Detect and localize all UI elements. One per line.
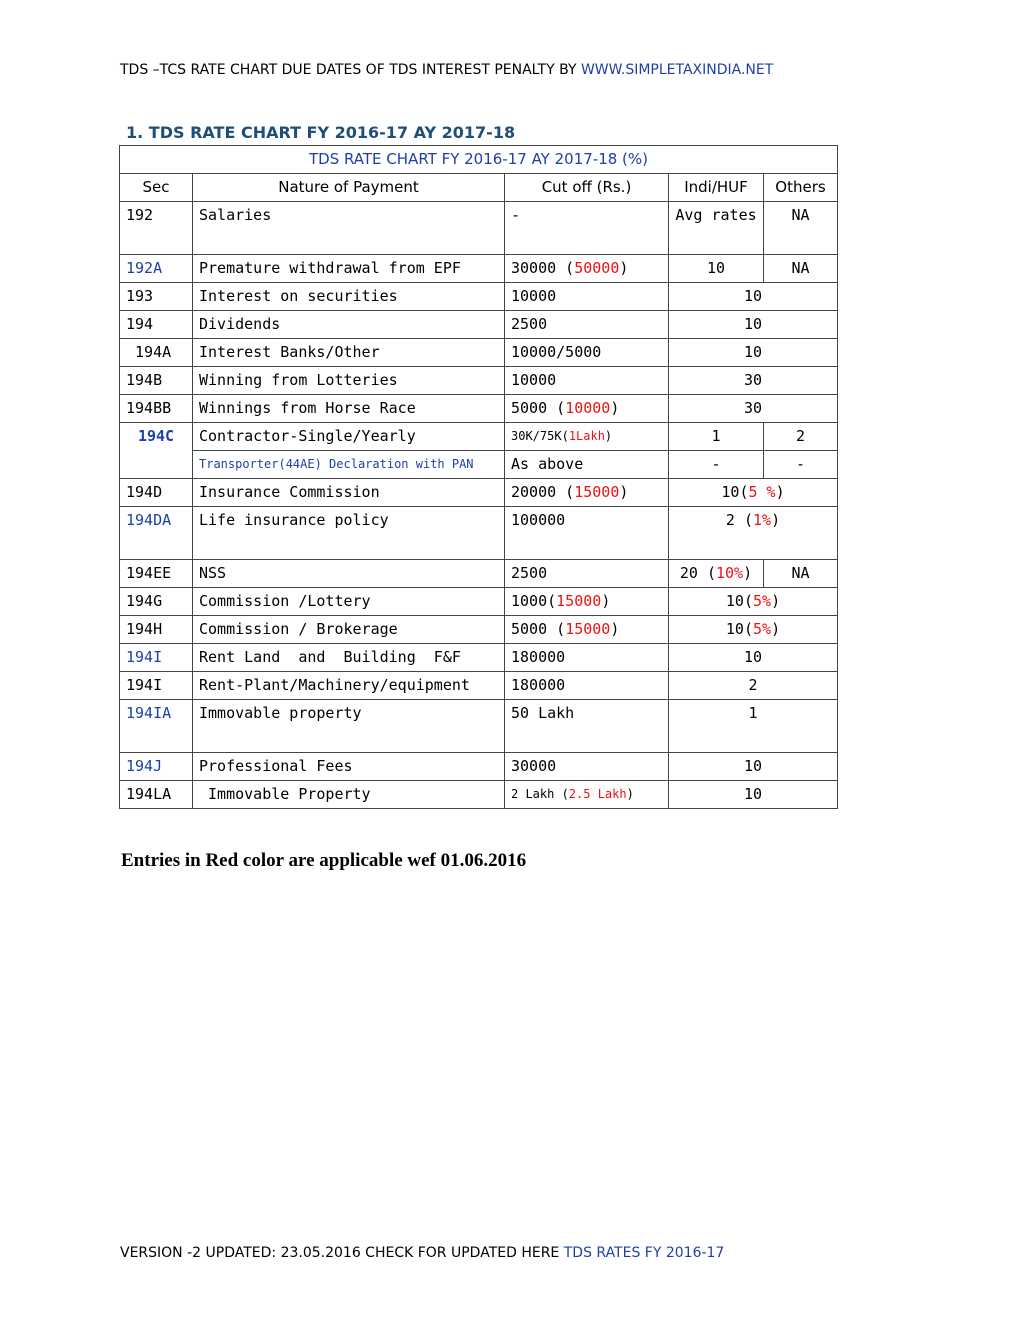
cutoff-cell: 180000	[505, 644, 669, 672]
sec-cell: 194	[120, 311, 193, 339]
table-row	[120, 479, 838, 507]
nature-cell: Life insurance policy	[193, 507, 505, 560]
table-row	[120, 700, 838, 753]
rate-cell: 2	[669, 672, 838, 700]
rate-new-value: 5 %	[748, 483, 776, 501]
table-row	[120, 672, 838, 700]
indi-text: 20 (	[679, 564, 716, 582]
rate-cell: 10	[669, 311, 838, 339]
rate-new-value: 5%	[753, 620, 772, 638]
rate-text: 10(	[721, 483, 749, 501]
cutoff-tail: )	[610, 620, 620, 638]
table-row	[120, 588, 838, 616]
cutoff-text: 30K/75K(	[511, 429, 569, 443]
table-row	[120, 781, 838, 809]
sec-cell: 194D	[120, 479, 193, 507]
cutoff-cell	[505, 255, 669, 283]
sec-cell: 194EE	[120, 560, 193, 588]
cutoff-tail: )	[626, 787, 634, 801]
others-cell: -	[764, 451, 838, 479]
rate-new-value: 1%	[753, 511, 772, 529]
table-row	[120, 616, 838, 644]
cutoff-cell	[505, 395, 669, 423]
table-row	[120, 367, 838, 395]
red-entries-note: Entries in Red color are applicable wef 01.06.2016	[121, 850, 527, 871]
cutoff-text: 30000 (	[511, 259, 575, 277]
cutoff-cell	[505, 423, 669, 451]
column-header: Indi/HUF	[669, 174, 764, 202]
cutoff-new-value: 50000	[574, 259, 620, 277]
nature-cell: Salaries	[193, 202, 505, 255]
nature-cell: Premature withdrawal from EPF	[193, 255, 505, 283]
indi-tail: )	[743, 564, 753, 582]
cutoff-cell	[505, 479, 669, 507]
cutoff-cell: 2500	[505, 311, 669, 339]
sec-cell: 194B	[120, 367, 193, 395]
rate-text: 10(	[725, 620, 753, 638]
cutoff-cell: 2500	[505, 560, 669, 588]
sec-cell: 192A	[120, 255, 193, 283]
cutoff-text: 5000 (	[511, 620, 566, 638]
nature-cell: Professional Fees	[193, 753, 505, 781]
rate-text: 10(	[725, 592, 753, 610]
cutoff-text: 20000 (	[511, 483, 575, 501]
nature-cell: Interest Banks/Other	[193, 339, 505, 367]
rate-cell	[669, 507, 838, 560]
indi-new-value: 10%	[716, 564, 744, 582]
sec-cell: 194IA	[120, 700, 193, 753]
header-text: TDS –TCS RATE CHART DUE DATES OF TDS INTEREST PENALTY BY	[120, 62, 581, 78]
rate-cell: 10	[669, 644, 838, 672]
table-title: TDS RATE CHART FY 2016-17 AY 2017-18 (%)	[120, 146, 838, 174]
cutoff-tail: )	[610, 399, 620, 417]
page-footer	[120, 1245, 724, 1261]
sec-cell: 194A	[120, 339, 193, 367]
footer-rates-link[interactable]: TDS RATES FY 2016-17	[563, 1245, 725, 1261]
sec-cell: 194C	[120, 423, 193, 479]
rate-cell: 10	[669, 753, 838, 781]
indi-cell: -	[669, 451, 764, 479]
table-header-row	[120, 174, 838, 202]
rate-cell: 10	[669, 781, 838, 809]
nature-cell: Rent-Plant/Machinery/equipment	[193, 672, 505, 700]
cutoff-new-value: 15000	[565, 620, 611, 638]
nature-cell: Rent Land and Building F&F	[193, 644, 505, 672]
others-cell: NA	[764, 560, 838, 588]
nature-cell: NSS	[193, 560, 505, 588]
column-header: Nature of Payment	[193, 174, 505, 202]
cutoff-new-value: 15000	[574, 483, 620, 501]
table-row	[120, 560, 838, 588]
indi-cell	[669, 560, 764, 588]
cutoff-cell	[505, 781, 669, 809]
rate-text: 2 (	[725, 511, 753, 529]
section-heading: 1. TDS RATE CHART FY 2016-17 AY 2017-18	[126, 123, 516, 142]
rate-cell: 10	[669, 339, 838, 367]
sec-cell: 194DA	[120, 507, 193, 560]
nature-cell: Winning from Lotteries	[193, 367, 505, 395]
others-cell: 2	[764, 423, 838, 451]
cutoff-cell: -	[505, 202, 669, 255]
table-row	[120, 451, 838, 479]
sec-cell: 194J	[120, 753, 193, 781]
cutoff-cell: 10000	[505, 367, 669, 395]
table-row	[120, 395, 838, 423]
column-header: Sec	[120, 174, 193, 202]
others-cell: NA	[764, 202, 838, 255]
table-row	[120, 339, 838, 367]
column-header: Others	[764, 174, 838, 202]
cutoff-cell: 10000/5000	[505, 339, 669, 367]
cutoff-cell: As above	[505, 451, 669, 479]
tds-rate-table	[119, 145, 838, 809]
others-cell: NA	[764, 255, 838, 283]
cutoff-text: 1000(	[511, 592, 557, 610]
indi-cell: Avg rates	[669, 202, 764, 255]
table-row	[120, 311, 838, 339]
indi-cell: 1	[669, 423, 764, 451]
rate-cell: 10	[669, 283, 838, 311]
indi-cell: 10	[669, 255, 764, 283]
sec-cell: 194H	[120, 616, 193, 644]
nature-cell: Immovable Property	[193, 781, 505, 809]
rate-cell: 1	[669, 700, 838, 753]
cutoff-cell: 180000	[505, 672, 669, 700]
rate-tail: )	[771, 620, 781, 638]
table-row	[120, 507, 838, 560]
cutoff-new-value: 1Lakh	[568, 429, 605, 443]
cutoff-text: 5000 (	[511, 399, 566, 417]
cutoff-cell: 10000	[505, 283, 669, 311]
nature-cell: Commission /Lottery	[193, 588, 505, 616]
sec-cell: 194G	[120, 588, 193, 616]
header-site-link[interactable]: WWW.SIMPLETAXINDIA.NET	[580, 62, 774, 78]
nature-cell: Immovable property	[193, 700, 505, 753]
nature-cell: Winnings from Horse Race	[193, 395, 505, 423]
table-row	[120, 255, 838, 283]
cutoff-new-value: 2.5 Lakh	[568, 787, 627, 801]
nature-cell: Interest on securities	[193, 283, 505, 311]
cutoff-tail: )	[604, 429, 613, 443]
rate-cell: 30	[669, 367, 838, 395]
page-header	[120, 62, 773, 78]
column-header: Cut off (Rs.)	[505, 174, 669, 202]
cutoff-cell: 100000	[505, 507, 669, 560]
sec-cell: 194I	[120, 644, 193, 672]
nature-cell: Insurance Commission	[193, 479, 505, 507]
sec-cell: 194I	[120, 672, 193, 700]
cutoff-new-value: 10000	[565, 399, 611, 417]
cutoff-tail: )	[601, 592, 611, 610]
rate-cell	[669, 588, 838, 616]
nature-cell: Dividends	[193, 311, 505, 339]
sec-cell: 193	[120, 283, 193, 311]
cutoff-text: 2 Lakh (	[511, 787, 569, 801]
sec-cell: 192	[120, 202, 193, 255]
cutoff-new-value: 15000	[556, 592, 602, 610]
table-row	[120, 423, 838, 451]
cutoff-cell	[505, 616, 669, 644]
rate-cell	[669, 616, 838, 644]
nature-cell: Contractor-Single/Yearly	[193, 423, 505, 451]
nature-cell: Commission / Brokerage	[193, 616, 505, 644]
table-row	[120, 283, 838, 311]
rate-tail: )	[775, 483, 785, 501]
rate-tail: )	[771, 592, 781, 610]
cutoff-tail: )	[619, 483, 629, 501]
cutoff-cell: 50 Lakh	[505, 700, 669, 753]
sec-cell: 194LA	[120, 781, 193, 809]
footer-text: VERSION -2 UPDATED: 23.05.2016 CHECK FOR UPDATED HERE	[120, 1245, 564, 1261]
nature-cell: Transporter(44AE) Declaration with PAN	[193, 451, 505, 479]
cutoff-cell: 30000	[505, 753, 669, 781]
rate-tail: )	[771, 511, 781, 529]
rate-cell: 30	[669, 395, 838, 423]
table-row	[120, 753, 838, 781]
sec-cell: 194BB	[120, 395, 193, 423]
rate-cell	[669, 479, 838, 507]
cutoff-cell	[505, 588, 669, 616]
cutoff-tail: )	[619, 259, 629, 277]
table-row	[120, 202, 838, 255]
rate-new-value: 5%	[753, 592, 772, 610]
table-row	[120, 644, 838, 672]
